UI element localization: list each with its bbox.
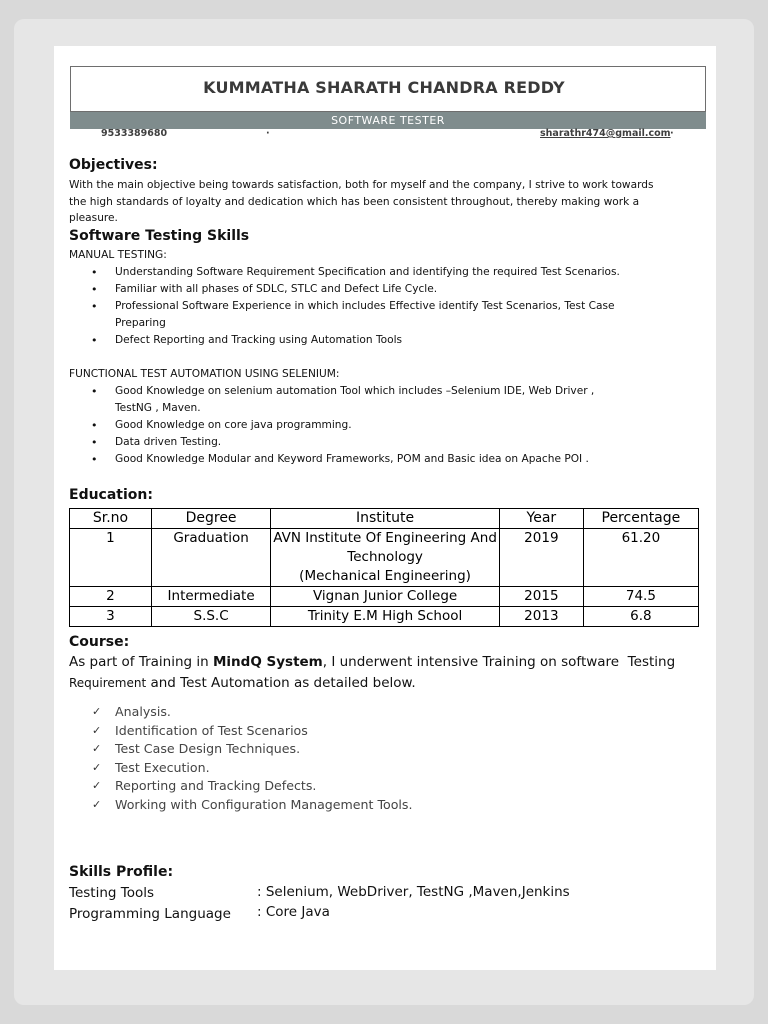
list-item: ✓ Test Case Design Techniques. <box>92 740 413 759</box>
table-cell: 74.5 <box>583 587 698 607</box>
objectives-line: pleasure. <box>69 212 118 224</box>
list-item: • Defect Reporting and Tracking using Automation Tools <box>69 332 620 349</box>
course-intro-line <box>69 675 416 691</box>
course-intro-text: As part of Training in <box>69 654 213 670</box>
table-row <box>70 607 699 627</box>
profile-value: : Core Java <box>257 904 330 920</box>
institute-line: AVN Institute Of Engineering And <box>273 530 497 546</box>
course-provider: MindQ System <box>213 654 323 670</box>
column-header: Year <box>499 509 583 529</box>
candidate-name: KUMMATHA SHARATH CHANDRA REDDY <box>203 78 565 97</box>
list-item: • Good Knowledge Modular and Keyword Frameworks, POM and Basic idea on Apache POI . <box>69 451 594 468</box>
manual-testing-label: MANUAL TESTING: <box>69 249 167 261</box>
list-item-continuation: Preparing <box>115 317 166 329</box>
course-intro-text: Requirement <box>69 676 147 690</box>
table-cell: 61.20 <box>583 529 698 587</box>
column-header: Percentage <box>583 509 698 529</box>
table-cell: 2013 <box>499 607 583 627</box>
table-cell <box>271 529 500 587</box>
list-item: ✓ Identification of Test Scenarios <box>92 722 413 741</box>
profile-label: Programming Language <box>69 906 231 922</box>
contact-separator: · <box>266 128 270 139</box>
email-link[interactable]: sharathr474@gmail.com <box>540 128 671 139</box>
table-row <box>70 529 699 587</box>
course-intro-text: , I underwent intensive Training on software Testing <box>322 654 676 670</box>
role-title-bar: SOFTWARE TESTER <box>70 112 706 129</box>
list-item-continuation: TestNG , Maven. <box>115 402 201 414</box>
course-heading: Course: <box>69 634 130 650</box>
list-item: • Good Knowledge on core java programming. <box>69 417 594 434</box>
phone-number: 9533389680 <box>101 128 168 139</box>
column-header: Degree <box>151 509 270 529</box>
table-cell: 2015 <box>499 587 583 607</box>
list-item: ✓ Analysis. <box>92 703 413 722</box>
objectives-line: the high standards of loyalty and dedication which has been consistent throughout, thereby making work a <box>69 196 640 208</box>
automation-label: FUNCTIONAL TEST AUTOMATION USING SELENIUM: <box>69 368 340 380</box>
table-cell: Intermediate <box>151 587 270 607</box>
table-cell: 2019 <box>499 529 583 587</box>
column-header: Institute <box>271 509 500 529</box>
table-cell: Trinity E.M High School <box>271 607 500 627</box>
table-cell: Graduation <box>151 529 270 587</box>
column-header: Sr.no <box>70 509 152 529</box>
table-cell: 6.8 <box>583 607 698 627</box>
objectives-heading: Objectives: <box>69 157 158 173</box>
automation-list <box>69 383 594 468</box>
table-header-row <box>70 509 699 529</box>
skills-profile-heading: Skills Profile: <box>69 864 174 880</box>
table-row <box>70 587 699 607</box>
skills-heading: Software Testing Skills <box>69 228 250 244</box>
list-item: ✓ Test Execution. <box>92 759 413 778</box>
list-item: ✓ Working with Configuration Management Tools. <box>92 796 413 815</box>
table-cell: 1 <box>70 529 152 587</box>
institute-line: Technology <box>347 549 423 565</box>
course-topic-list <box>92 703 413 815</box>
list-item: • Understanding Software Requirement Specification and identifying the required Test Scenarios. <box>69 264 620 281</box>
manual-testing-list <box>69 264 620 349</box>
education-table <box>69 508 699 627</box>
objectives-line: With the main objective being towards satisfaction, both for myself and the company, I strive to work towards <box>69 179 654 191</box>
list-item: • Familiar with all phases of SDLC, STLC and Defect Life Cycle. <box>69 281 620 298</box>
list-item: • Professional Software Experience in which includes Effective identify Test Scenarios, Test Case <box>69 298 620 315</box>
contact-separator: · <box>670 128 674 139</box>
table-cell: S.S.C <box>151 607 270 627</box>
list-item: ✓ Reporting and Tracking Defects. <box>92 777 413 796</box>
list-item: • Data driven Testing. <box>69 434 594 451</box>
course-intro-text: and Test Automation as detailed below. <box>146 675 416 691</box>
profile-label: Testing Tools <box>69 885 155 901</box>
table-cell: 3 <box>70 607 152 627</box>
course-intro-line <box>69 654 675 670</box>
education-heading: Education: <box>69 487 153 503</box>
institute-line: (Mechanical Engineering) <box>299 568 471 584</box>
table-cell: 2 <box>70 587 152 607</box>
table-cell: Vignan Junior College <box>271 587 500 607</box>
profile-value: : Selenium, WebDriver, TestNG ,Maven,Jenkins <box>257 884 570 900</box>
list-item: • Good Knowledge on selenium automation Tool which includes –Selenium IDE, Web Driver , <box>69 383 594 400</box>
